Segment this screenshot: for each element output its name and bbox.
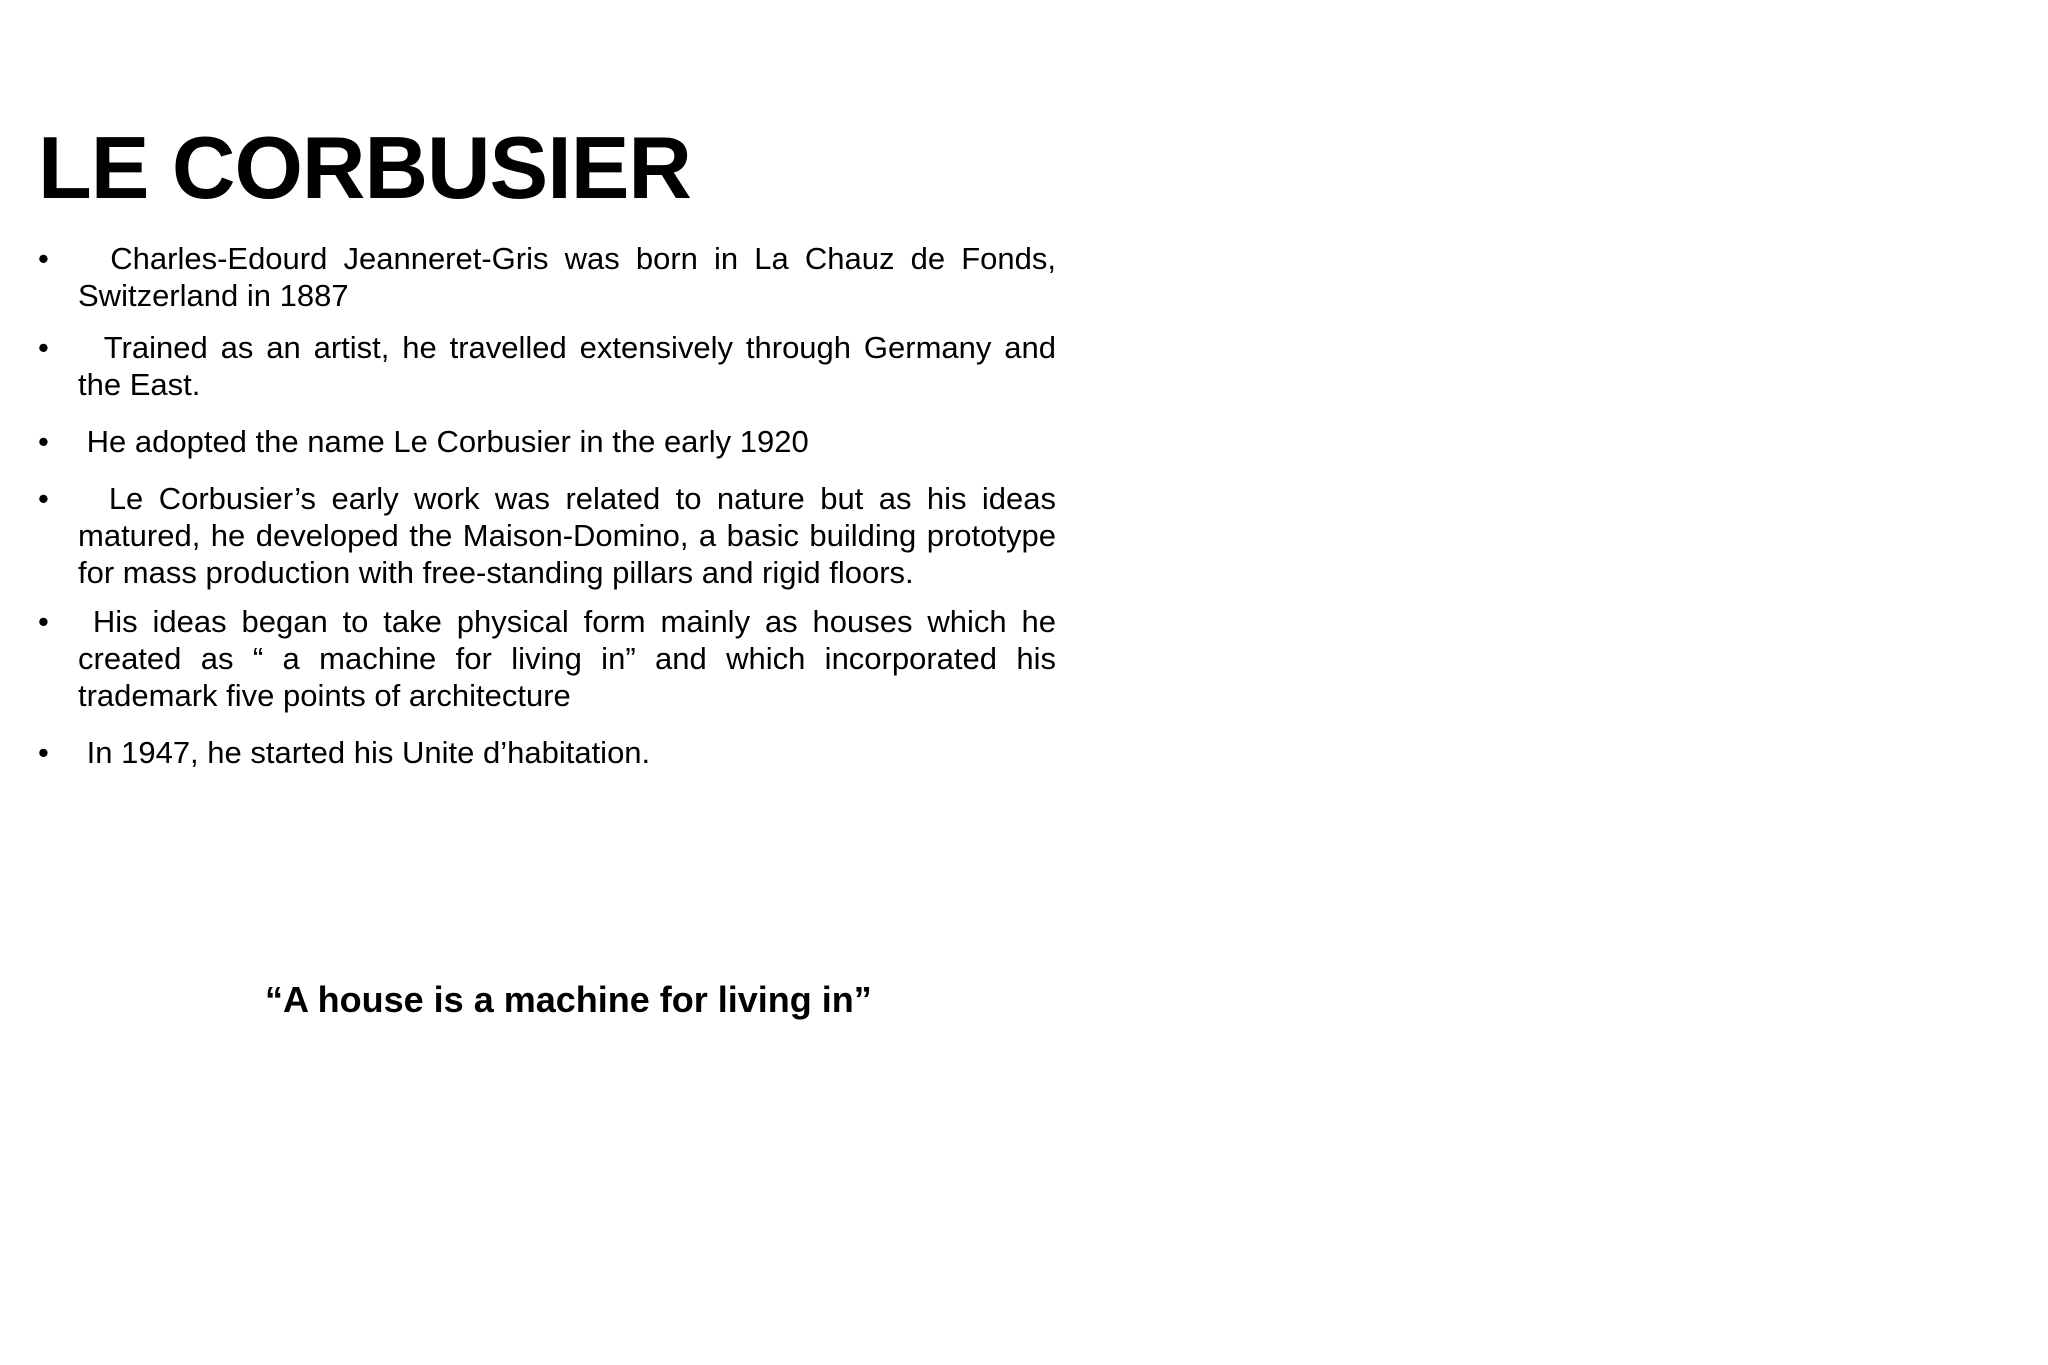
list-item	[34, 240, 1065, 314]
quote-text: “A house is a machine for living in”	[265, 979, 872, 1020]
bullet-text: His ideas began to take physical form mainly as houses which he created as “ a machine for living in” and which incorporated his trademark five points of architecture	[78, 604, 1065, 713]
bullet-icon: •	[38, 330, 49, 365]
slide-title: LE CORBUSIER	[38, 118, 691, 217]
list-item	[34, 329, 1065, 403]
list-item	[34, 603, 1065, 714]
list-item	[34, 480, 1065, 591]
bullet-text: Trained as an artist, he travelled extensively through Germany and the East.	[78, 330, 1065, 402]
bullet-list	[34, 240, 1065, 771]
bullet-text: He adopted the name Le Corbusier in the early 1920	[78, 424, 809, 459]
bullet-icon: •	[38, 424, 49, 459]
bullet-text: In 1947, he started his Unite d’habitation.	[78, 735, 651, 770]
bullet-text: Le Corbusier’s early work was related to nature but as his ideas matured, he developed the Maison-Domino, a basic building prototype for mass production with free-standing pillars and rigid floors.	[78, 481, 1065, 590]
list-item	[34, 423, 1056, 460]
bullet-icon: •	[38, 604, 49, 639]
bullet-icon: •	[38, 735, 49, 770]
bullet-text: Charles-Edourd Jeanneret-Gris was born in La Chauz de Fonds, Switzerland in 1887	[78, 241, 1065, 313]
bullet-icon: •	[38, 241, 49, 276]
bullet-icon: •	[38, 481, 49, 516]
list-item	[34, 734, 1056, 771]
